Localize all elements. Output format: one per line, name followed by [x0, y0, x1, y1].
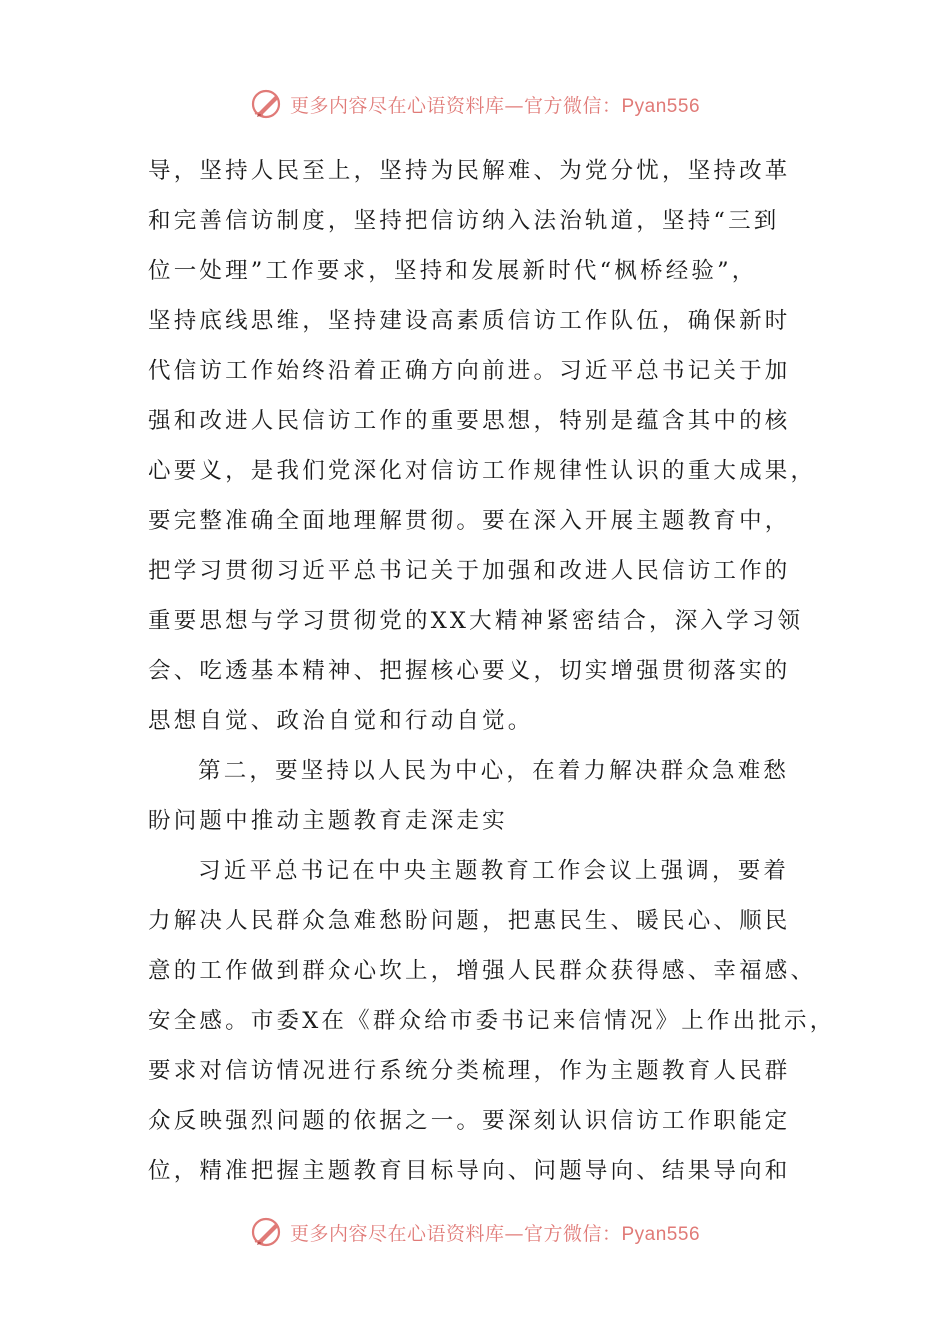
- text-line: 坚持底线思维，坚持建设高素质信访工作队伍，确保新时: [148, 308, 791, 334]
- footer-wechat-id: Pyan556: [621, 1223, 701, 1245]
- footer-banner-label: 更多内容尽在心语资料库—官方微信：: [289, 1222, 622, 1245]
- text-line: 把学习贯彻习近平总书记关于加强和改进人民信访工作的: [148, 558, 791, 584]
- pen-logo-icon: [250, 1215, 284, 1249]
- text-line: 心要义，是我们党深化对信访工作规律性认识的重大成果，: [148, 458, 817, 484]
- header-wechat-id: Pyan556: [621, 95, 701, 117]
- header-banner-label: 更多内容尽在心语资料库—官方微信：: [289, 94, 622, 117]
- text-line: 力解决人民群众急难愁盼问题，把惠民生、暖民心、顺民: [148, 908, 791, 934]
- text-line: 代信访工作始终沿着正确方向前进。习近平总书记关于加: [148, 358, 791, 384]
- text-line: 思想自觉、政治自觉和行动自觉。: [148, 708, 534, 734]
- text-line: 要求对信访情况进行系统分类梳理，作为主题教育人民群: [148, 1058, 791, 1084]
- pen-logo-icon: [250, 87, 284, 121]
- footer-banner-text: [290, 1219, 700, 1246]
- section-heading-line: 盼问题中推动主题教育走深走实: [148, 808, 508, 834]
- document-body: [148, 146, 836, 1196]
- text-line: 意的工作做到群众心坎上，增强人民群众获得感、幸福感、: [148, 958, 817, 984]
- text-line: 安全感。市委X在《群众给市委书记来信情况》上作出批示，: [148, 1008, 836, 1034]
- text-line: 众反映强烈问题的依据之一。要深刻认识信访工作职能定: [148, 1108, 791, 1134]
- text-line: 强和改进人民信访工作的重要思想，特别是蕴含其中的核: [148, 408, 791, 434]
- text-line: 重要思想与学习贯彻党的XX大精神紧密结合，深入学习领: [148, 608, 804, 634]
- paragraph-first-line: 习近平总书记在中央主题教育工作会议上强调，要着: [198, 858, 790, 884]
- text-line: 导，坚持人民至上，坚持为民解难、为党分忧，坚持改革: [148, 158, 791, 184]
- section-heading-line: 第二，要坚持以人民为中心，在着力解决群众急难愁: [198, 758, 790, 784]
- text-line: 会、吃透基本精神、把握核心要义，切实增强贯彻落实的: [148, 658, 791, 684]
- text-line: 位一处理”工作要求，坚持和发展新时代“枫桥经验”，: [148, 258, 758, 284]
- footer-banner: [0, 1210, 950, 1254]
- header-banner-text: [290, 91, 700, 118]
- text-line: 和完善信访制度，坚持把信访纳入法治轨道，坚持“三到: [148, 208, 780, 234]
- text-line: 位，精准把握主题教育目标导向、问题导向、结果导向和: [148, 1158, 791, 1184]
- header-banner: [0, 82, 950, 126]
- text-line: 要完整准确全面地理解贯彻。要在深入开展主题教育中，: [148, 508, 791, 534]
